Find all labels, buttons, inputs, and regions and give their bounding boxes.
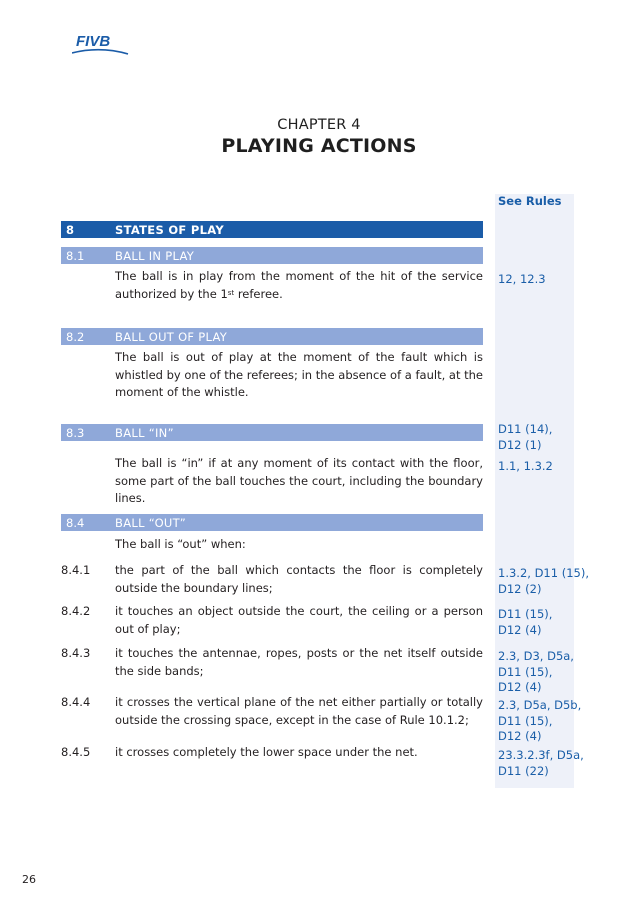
rule-ref: D12 (4): [498, 729, 542, 743]
section-bar-8-3: [61, 424, 483, 441]
section-number: 8.3: [66, 426, 85, 440]
rule-ref: D11 (22): [498, 763, 549, 778]
item-number: 8.4.2: [61, 604, 91, 618]
item-text: it touches the antennae, ropes, posts or the net itself outside the side bands;: [115, 646, 483, 678]
section-bar-8-4: [61, 514, 483, 531]
logo-text: FIVB: [76, 33, 111, 50]
section-number: 8.2: [66, 330, 85, 344]
section-title: BALL “IN”: [115, 426, 174, 440]
item-number: 8.4.1: [61, 563, 91, 577]
section-bar-8: [61, 221, 483, 238]
rule-ref: 1.1, 1.3.2: [498, 459, 553, 473]
item-number: 8.4.3: [61, 646, 91, 660]
section-number: 8: [66, 223, 75, 237]
rule-ref: D12 (1): [498, 437, 542, 452]
rule-refs-8-4-5: [498, 748, 584, 779]
rule-ref: 1.3.2, D11 (15),: [498, 566, 589, 580]
rule-refs-8-1: [498, 272, 574, 288]
rule-ref: 2.3, D3, D5a,: [498, 649, 574, 663]
section-intro-8-4: The ball is “out” when:: [115, 537, 246, 551]
rule-ref: D11 (15),: [498, 664, 553, 679]
section-bar-8-1: [61, 247, 483, 264]
section-title: BALL OUT OF PLAY: [115, 330, 228, 344]
section-title: BALL “OUT”: [115, 516, 186, 530]
chapter-label: CHAPTER 4: [277, 117, 361, 133]
rule-ref: D11 (14),: [498, 422, 553, 436]
rule-refs-8-4-2: [498, 607, 574, 638]
rule-refs-8-4-4: [498, 698, 582, 745]
item-number: 8.4.4: [61, 695, 91, 709]
rule-refs-8-4-1: [498, 566, 589, 597]
item-text: the part of the ball which contacts the floor is completely outside the boundary lines;: [115, 563, 483, 595]
item-text: it crosses the vertical plane of the net either partially or totally outside the crossing space, except in the case of Rule 10.1.2;: [115, 695, 483, 727]
rule-refs-8-4-3: [498, 649, 574, 696]
section-title: STATES OF PLAY: [115, 223, 224, 237]
rule-refs-8-3-heading: [498, 422, 574, 453]
item-number: 8.4.5: [61, 745, 91, 759]
item-text: it touches an object outside the court, the ceiling or a person out of play;: [115, 604, 483, 636]
rule-ref: 12, 12.3: [498, 272, 546, 286]
rule-ref: 23.3.2.3f, D5a,: [498, 748, 584, 762]
rule-refs-8-3: [498, 459, 574, 475]
chapter-title: PLAYING ACTIONS: [221, 135, 417, 157]
rule-ref: D12 (4): [498, 622, 542, 637]
item-text: it crosses completely the lower space under the net.: [115, 745, 418, 759]
section-text-8-3: The ball is “in” if at any moment of its contact with the floor, some part of the ball touches the court, including the boundary lines.: [115, 456, 483, 505]
see-rules-heading: See Rules: [498, 194, 562, 208]
section-text-8-2: The ball is out of play at the moment of the fault which is whistled by one of the referees; in the absence of a fault, at the moment of the whistle.: [115, 350, 483, 399]
rule-ref: D12 (4): [498, 680, 542, 694]
rule-ref: D12 (2): [498, 581, 542, 596]
section-title: BALL IN PLAY: [115, 249, 195, 263]
section-number: 8.4: [66, 516, 85, 530]
rule-ref: D11 (15),: [498, 607, 553, 621]
page-number: 26: [22, 873, 36, 886]
section-number: 8.1: [66, 249, 85, 263]
rule-ref: D11 (15),: [498, 713, 553, 728]
section-bar-8-2: [61, 328, 483, 345]
fivb-logo: [72, 31, 132, 57]
rule-ref: 2.3, D5a, D5b,: [498, 698, 582, 712]
section-text-8-1: The ball is in play from the moment of the hit of the service authorized by the 1st referee.: [115, 269, 483, 301]
